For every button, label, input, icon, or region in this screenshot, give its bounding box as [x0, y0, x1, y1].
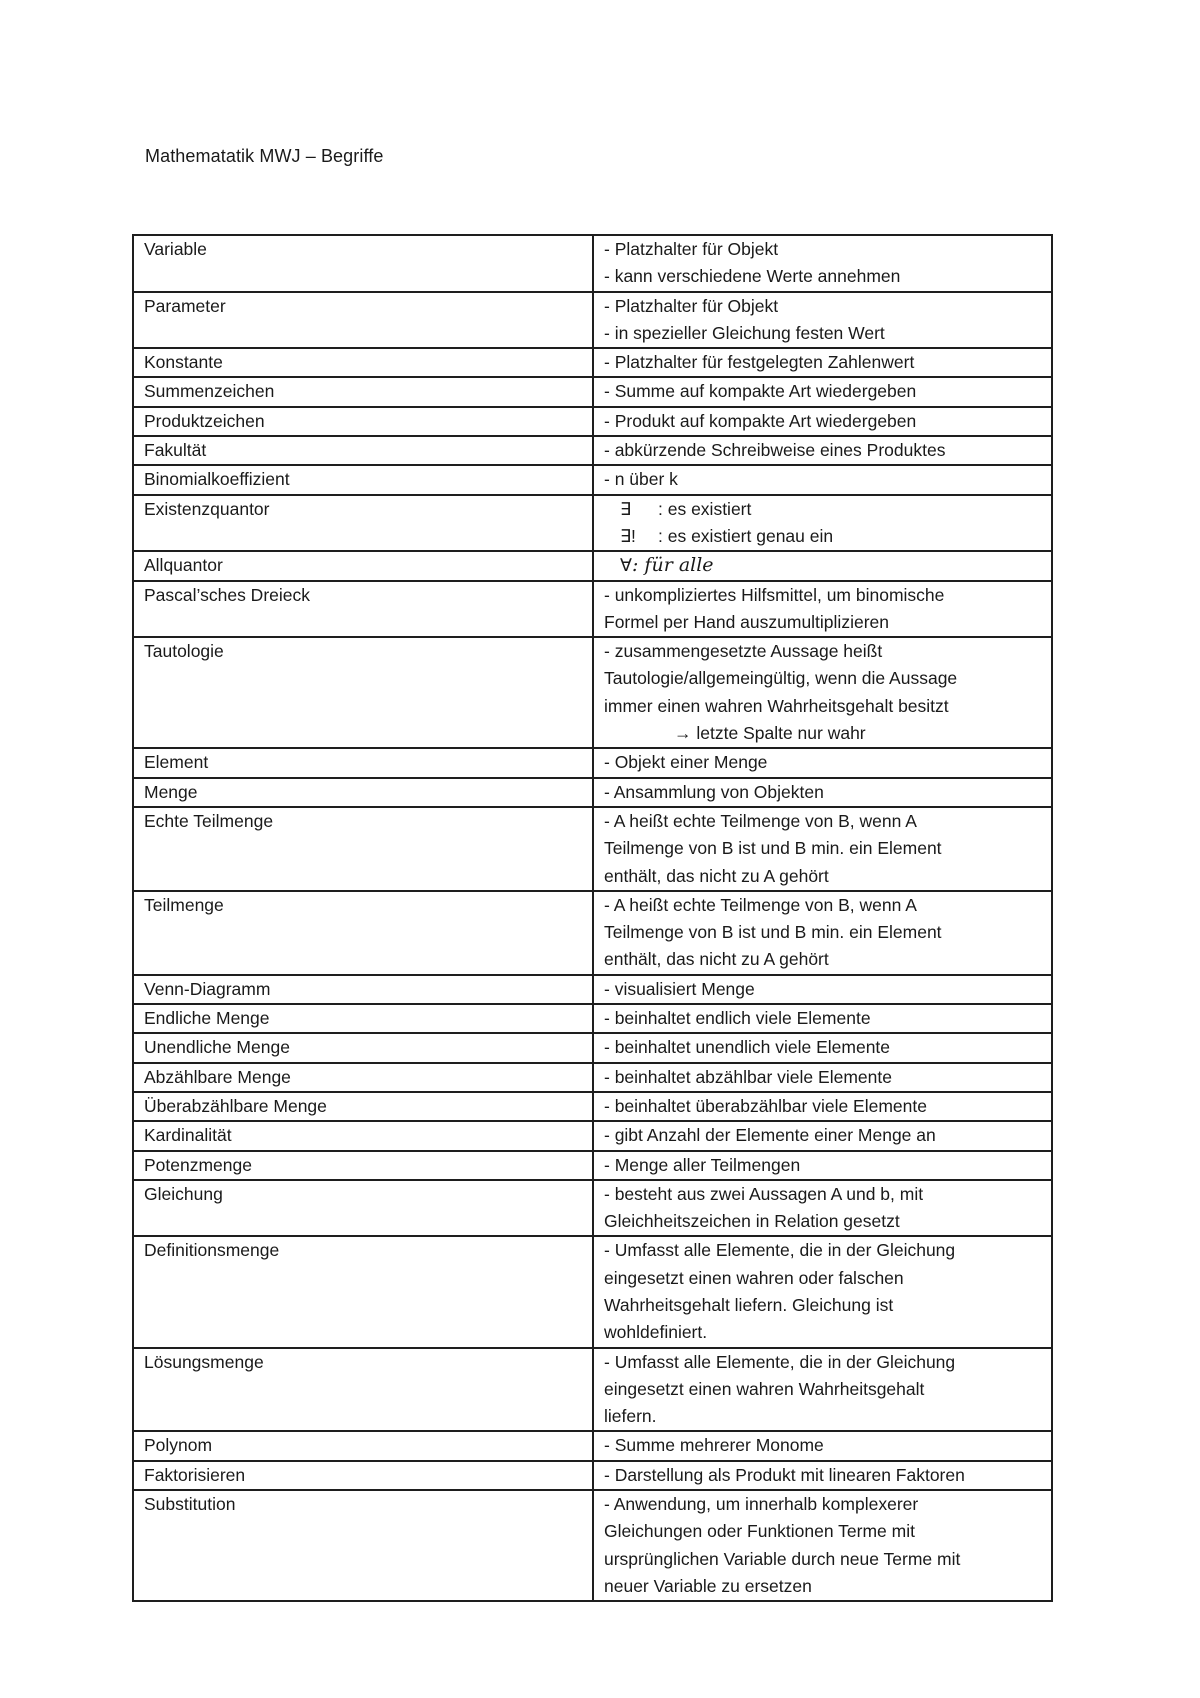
arrow-line [604, 720, 1041, 747]
definition-cell [593, 1348, 1052, 1432]
definition-cell [593, 1431, 1052, 1460]
glossary-table [132, 234, 1053, 1602]
definition-line: enthält, das nicht zu A gehört [604, 949, 829, 970]
definition-cell [593, 637, 1052, 748]
term-cell: Venn-Diagramm [133, 975, 593, 1004]
table-row [133, 292, 1052, 349]
table-row [133, 1121, 1052, 1150]
definition-line: - A heißt echte Teilmenge von B, wenn A [604, 810, 917, 831]
definition-cell [593, 891, 1052, 975]
term-cell: Polynom [133, 1431, 593, 1460]
forall-symbol: ∀ [620, 555, 632, 576]
arrow-text: letzte Spalte nur wahr [696, 723, 866, 744]
table-row [133, 1490, 1052, 1601]
table-row [133, 377, 1052, 406]
definition-line: ursprünglichen Variable durch neue Terme mit [604, 1548, 961, 1569]
table-row [133, 1348, 1052, 1432]
table-row [133, 1004, 1052, 1033]
definition-line: Teilmenge von B ist und B min. ein Element [604, 838, 942, 859]
quantor-line [604, 523, 1041, 550]
term-cell: Produktzeichen [133, 407, 593, 436]
definition-line: - Menge aller Teilmengen [604, 1154, 801, 1175]
definition-line: - Platzhalter für Objekt [604, 295, 779, 316]
definition-line: - beinhaltet abzählbar viele Elemente [604, 1066, 892, 1087]
term-cell: Überabzählbare Menge [133, 1092, 593, 1121]
term-cell: Existenzquantor [133, 495, 593, 552]
definition-line: Wahrheitsgehalt liefern. Gleichung ist [604, 1294, 894, 1315]
table-row [133, 1092, 1052, 1121]
definition-line: immer einen wahren Wahrheitsgehalt besitzt [604, 695, 949, 716]
definition-cell [593, 377, 1052, 406]
term-cell: Konstante [133, 348, 593, 377]
table-row [133, 495, 1052, 552]
definition-cell [593, 551, 1052, 580]
term-cell: Potenzmenge [133, 1151, 593, 1180]
term-cell: Menge [133, 778, 593, 807]
term-cell: Pascal’sches Dreieck [133, 581, 593, 638]
term-cell: Element [133, 748, 593, 777]
table-row [133, 348, 1052, 377]
term-cell: Variable [133, 235, 593, 292]
quantor-text: : es existiert genau ein [658, 525, 834, 546]
definition-line: Gleichungen oder Funktionen Terme mit [604, 1521, 915, 1542]
term-cell: Echte Teilmenge [133, 807, 593, 891]
definition-line: Teilmenge von B ist und B min. ein Element [604, 922, 942, 943]
definition-cell [593, 748, 1052, 777]
definition-line: - Ansammlung von Objekten [604, 781, 824, 802]
definition-cell [593, 807, 1052, 891]
definition-line: - beinhaltet endlich viele Elemente [604, 1008, 871, 1029]
definition-line: - Objekt einer Menge [604, 752, 768, 773]
quantor-symbol: ∃ [620, 498, 632, 519]
definition-line: - Summe mehrerer Monome [604, 1435, 824, 1456]
term-cell: Tautologie [133, 637, 593, 748]
definition-cell [593, 581, 1052, 638]
definition-cell [593, 778, 1052, 807]
definition-cell [593, 495, 1052, 552]
quantor-line [604, 496, 1041, 523]
table-row [133, 637, 1052, 748]
term-cell: Endliche Menge [133, 1004, 593, 1033]
definition-line: - besteht aus zwei Aussagen A und b, mit [604, 1183, 924, 1204]
table-row [133, 748, 1052, 777]
definition-line: - in spezieller Gleichung festen Wert [604, 322, 885, 343]
term-cell: Parameter [133, 292, 593, 349]
table-row [133, 1236, 1052, 1347]
definition-cell [593, 1004, 1052, 1033]
quantor-text: : es existiert [658, 498, 752, 519]
quantor-symbol: ∃! [620, 525, 636, 546]
definition-cell [593, 1121, 1052, 1150]
definition-line: - beinhaltet unendlich viele Elemente [604, 1037, 891, 1058]
definition-line: liefern. [604, 1406, 657, 1427]
table-row [133, 1151, 1052, 1180]
definition-cell [593, 1490, 1052, 1601]
definition-line: - gibt Anzahl der Elemente einer Menge an [604, 1125, 936, 1146]
table-row [133, 975, 1052, 1004]
definition-line: - Anwendung, um innerhalb komplexerer [604, 1494, 919, 1515]
definition-cell [593, 1033, 1052, 1062]
definition-cell [593, 348, 1052, 377]
term-cell: Abzählbare Menge [133, 1063, 593, 1092]
quantor-text: : für alle [631, 554, 714, 577]
arrow-right-icon: → [674, 723, 692, 744]
definition-line: neuer Variable zu ersetzen [604, 1575, 812, 1596]
definition-line: eingesetzt einen wahren oder falschen [604, 1267, 904, 1288]
table-row [133, 891, 1052, 975]
table-row [133, 436, 1052, 465]
document-title: Mathematatik MWJ – Begriffe [145, 146, 384, 166]
definition-line: - zusammengesetzte Aussage heißt [604, 641, 883, 662]
definition-line: Gleichheitszeichen in Relation gesetzt [604, 1211, 900, 1232]
definition-line: - A heißt echte Teilmenge von B, wenn A [604, 894, 917, 915]
table-row [133, 465, 1052, 494]
definition-line: - n über k [604, 469, 678, 490]
table-row [133, 1461, 1052, 1490]
definition-cell [593, 1236, 1052, 1347]
definition-line: - beinhaltet überabzählbar viele Elemente [604, 1095, 927, 1116]
table-row [133, 1063, 1052, 1092]
definition-line: - Umfasst alle Elemente, die in der Gleichung [604, 1351, 956, 1372]
term-cell: Binomialkoeffizient [133, 465, 593, 494]
definition-line: - Platzhalter für festgelegten Zahlenwert [604, 352, 915, 373]
quantor-line [604, 552, 1041, 579]
definition-cell [593, 1151, 1052, 1180]
table-row [133, 407, 1052, 436]
term-cell: Allquantor [133, 551, 593, 580]
term-cell: Substitution [133, 1490, 593, 1601]
term-cell: Definitionsmenge [133, 1236, 593, 1347]
table-row [133, 1431, 1052, 1460]
glossary-body [133, 235, 1052, 1601]
table-row [133, 1180, 1052, 1237]
definition-cell [593, 1180, 1052, 1237]
definition-cell [593, 292, 1052, 349]
definition-cell [593, 1461, 1052, 1490]
table-row [133, 1033, 1052, 1062]
term-cell: Teilmenge [133, 891, 593, 975]
definition-line: - Produkt auf kompakte Art wiedergeben [604, 410, 917, 431]
table-row [133, 235, 1052, 292]
definition-cell [593, 407, 1052, 436]
definition-line: Formel per Hand auszumultiplizieren [604, 611, 889, 632]
table-row [133, 581, 1052, 638]
term-cell: Unendliche Menge [133, 1033, 593, 1062]
table-row [133, 807, 1052, 891]
definition-cell [593, 1063, 1052, 1092]
definition-cell [593, 436, 1052, 465]
definition-cell [593, 235, 1052, 292]
term-cell: Lösungsmenge [133, 1348, 593, 1432]
definition-line: - Darstellung als Produkt mit linearen Faktoren [604, 1464, 965, 1485]
definition-cell [593, 975, 1052, 1004]
definition-line: - unkompliziertes Hilfsmittel, um binomische [604, 584, 945, 605]
definition-line: - kann verschiedene Werte annehmen [604, 266, 901, 287]
term-cell: Gleichung [133, 1180, 593, 1237]
definition-line: - Platzhalter für Objekt [604, 239, 779, 259]
term-cell: Kardinalität [133, 1121, 593, 1150]
definition-line: - Umfasst alle Elemente, die in der Gleichung [604, 1240, 956, 1261]
table-row [133, 551, 1052, 580]
definition-line: - Summe auf kompakte Art wiedergeben [604, 381, 917, 402]
definition-line: Tautologie/allgemeingültig, wenn die Aussage [604, 668, 958, 689]
term-cell: Faktorisieren [133, 1461, 593, 1490]
definition-line: eingesetzt einen wahren Wahrheitsgehalt [604, 1378, 925, 1399]
definition-line: enthält, das nicht zu A gehört [604, 865, 829, 886]
definition-cell [593, 1092, 1052, 1121]
definition-cell [593, 465, 1052, 494]
table-row [133, 778, 1052, 807]
definition-line: wohldefiniert. [604, 1322, 708, 1343]
definition-line: - visualisiert Menge [604, 978, 755, 999]
term-cell: Summenzeichen [133, 377, 593, 406]
term-cell: Fakultät [133, 436, 593, 465]
definition-line: - abkürzende Schreibweise eines Produktes [604, 440, 946, 461]
